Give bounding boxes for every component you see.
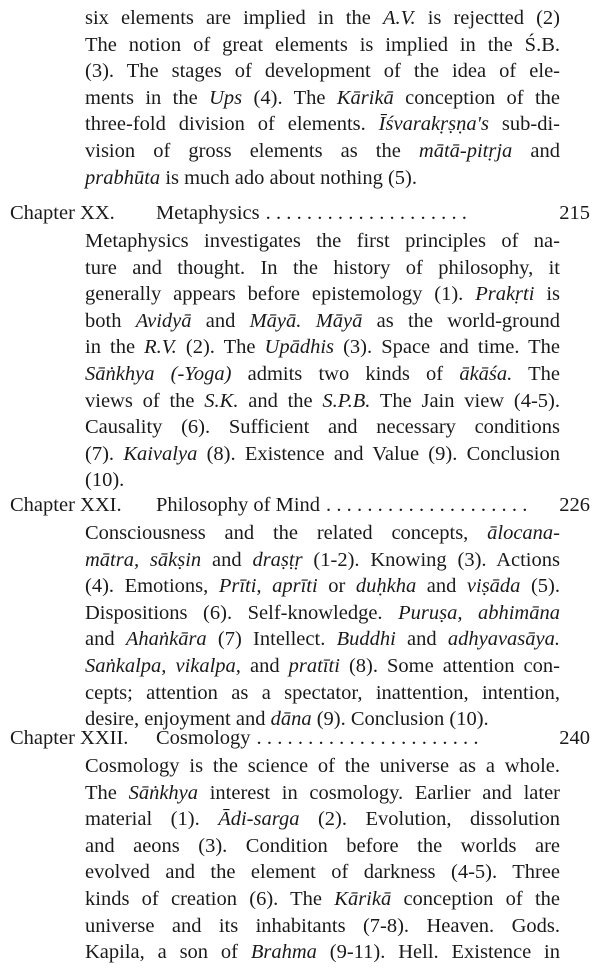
chapter-summary (85, 520, 560, 733)
text-run: The (85, 781, 129, 804)
italic-term: Māyā (315, 309, 363, 332)
chapter-label: Chapter XX. (10, 202, 115, 224)
text-line (85, 85, 560, 112)
italic-term: adhyavasāya. (447, 628, 560, 651)
text-run: vision of gross elements as the (85, 139, 419, 162)
text-run: and (85, 628, 126, 651)
text-run: and the (238, 389, 323, 412)
italic-term: pratīti (288, 654, 340, 677)
toc-entry-chapter-xx (10, 199, 590, 227)
italic-term: Prīti, aprīti (218, 575, 318, 598)
italic-term: Īśvarakṛṣṇa's (378, 113, 489, 136)
text-line (85, 573, 560, 600)
chapter-title: Cosmology (156, 727, 251, 749)
text-line (85, 626, 560, 653)
dot-leader: .................... (265, 202, 473, 224)
text-line (85, 680, 560, 707)
text-run: (4). Emotions, (85, 575, 219, 598)
text-line (85, 165, 560, 192)
text-line (85, 806, 560, 833)
text-run: (8). Some attention con- (339, 654, 560, 677)
italic-term: Prakṛti (475, 283, 535, 306)
text-line (85, 58, 560, 85)
text-line (85, 334, 560, 361)
text-run: and (240, 654, 289, 677)
text-line (85, 547, 560, 574)
text-run: Causality (6). Sufficient and necessary conditions (85, 416, 560, 439)
chapter-summary (85, 753, 560, 966)
chapter-label: Chapter XXI. (10, 494, 122, 516)
text-run: is rejectted (2) (415, 7, 561, 29)
text-run: and (512, 139, 560, 162)
italic-term: duḥkha (355, 575, 417, 598)
italic-term: Buddhi (336, 628, 396, 651)
text-run: (1-2). Knowing (3). Actions (302, 548, 560, 571)
italic-term: Brahma (250, 941, 317, 964)
text-run: interest in cosmology. Earlier and later (198, 781, 561, 804)
text-run: (4). The (242, 86, 337, 109)
text-line (85, 833, 560, 860)
text-line (85, 32, 560, 59)
text-run: and (395, 628, 448, 651)
text-run: admits two kinds of (231, 362, 460, 385)
text-run: cepts; attention as a spectator, inattention, intention, (85, 681, 560, 704)
text-line (85, 441, 560, 468)
page-number: 215 (559, 202, 590, 224)
text-run: (3). The stages of development of the idea of ele- (85, 60, 560, 83)
text-run: ture and thought. In the history of philosophy, it (85, 256, 560, 279)
text-line (85, 414, 560, 441)
text-run: evolved and the element of darkness (4-5). Three (85, 861, 560, 884)
dot-leader: .................... (326, 494, 533, 516)
text-line (85, 467, 560, 494)
text-line (85, 913, 560, 940)
text-line (85, 308, 560, 335)
italic-term: draṣṭṛ (252, 548, 303, 571)
italic-term: Ādi-sarga (218, 808, 300, 831)
text-run: and (201, 548, 253, 571)
text-run: six elements are implied in the (85, 7, 383, 29)
text-run: The (512, 362, 560, 385)
text-run (301, 310, 315, 332)
page-number: 226 (559, 494, 590, 516)
text-line (85, 886, 560, 913)
text-run: Dispositions (6). Self-knowledge. (85, 601, 399, 624)
text-run: and (191, 309, 250, 332)
text-run: (2). The (176, 336, 265, 359)
text-run: conception of the (391, 887, 561, 910)
page-number: 240 (559, 727, 590, 749)
text-run: (9-11). Hell. Existence in (316, 941, 560, 964)
text-run: (9). Conclusion (10). (311, 708, 489, 731)
italic-term: A.V. (382, 7, 416, 29)
text-line (85, 753, 560, 780)
text-run: is much ado about nothing (5). (160, 166, 417, 189)
italic-term: prabhūta (85, 166, 161, 189)
text-run: ments in the (85, 86, 210, 109)
text-run: as the world-ground (362, 309, 560, 332)
text-line (85, 5, 560, 32)
text-run: (2). Evolution, dissolution (299, 808, 561, 831)
text-line (85, 255, 560, 282)
text-run: Kapila, a son of (85, 941, 251, 964)
text-line (85, 111, 560, 138)
italic-term: dāna (270, 708, 312, 731)
text-line (85, 939, 560, 966)
text-line (85, 361, 560, 388)
text-run: conception of the (393, 86, 561, 109)
italic-term: ākāśa. (459, 362, 513, 385)
text-run: kinds of creation (6). The (85, 887, 335, 910)
text-run: (7) Intellect. (206, 628, 337, 651)
italic-term: ālocana- (487, 522, 560, 544)
text-run: The notion of great elements is implied in the Ś.B. (85, 33, 560, 56)
italic-term: Kaivalya (123, 442, 198, 465)
text-run: material (1). (85, 808, 219, 831)
text-run: or (317, 575, 356, 598)
chapter-summary (85, 228, 560, 494)
text-run: (3). Space and time. The (334, 336, 561, 359)
italic-term: Avidyā (135, 309, 192, 332)
text-run: Consciousness and the related concepts, (85, 522, 488, 544)
italic-term: Māyā. (249, 309, 302, 332)
chapter-title: Philosophy of Mind (156, 494, 321, 516)
text-run: three-fold division of elements. (85, 113, 379, 136)
italic-term: Saṅkalpa, vikalpa, (85, 654, 241, 677)
text-run: and aeons (3). Condition before the worlds are (85, 834, 560, 857)
italic-term: S.P.B. (322, 389, 371, 412)
italic-term: mātā-pitṛja (418, 139, 513, 162)
text-line (85, 228, 560, 255)
text-run: (10). (85, 469, 125, 492)
text-run: universe and its inhabitants (7-8). Heaven. Gods. (85, 914, 560, 937)
italic-term: Sāṅkhya (-Yoga) (85, 362, 232, 385)
text-run: sub-di- (488, 113, 560, 136)
text-line (85, 138, 560, 165)
text-run: both (85, 309, 136, 332)
italic-term: Sāṅkhya (128, 781, 199, 804)
italic-term: Kārikā (336, 86, 394, 109)
text-line (85, 600, 560, 627)
text-run: Metaphysics investigates the first principles of na- (85, 230, 560, 252)
text-line (85, 859, 560, 886)
text-line (85, 653, 560, 680)
italic-term: Kārikā (334, 887, 392, 910)
intro-paragraph (85, 5, 560, 191)
italic-term: Puruṣa, abhimāna (398, 601, 560, 624)
text-run: (5). (520, 575, 561, 598)
text-line (85, 281, 560, 308)
text-run: is (534, 283, 560, 306)
italic-term: Upādhis (264, 336, 335, 359)
text-run: desire, enjoyment and (85, 708, 271, 731)
text-run: and (416, 575, 467, 598)
text-run: generally appears before epistemology (1). (85, 283, 476, 306)
italic-term: Ahaṅkāra (125, 628, 207, 651)
chapter-label: Chapter XXII. (10, 727, 129, 749)
chapter-title: Metaphysics (156, 202, 260, 224)
text-run: (7). (85, 442, 124, 465)
text-run: in the (85, 336, 145, 359)
text-line (85, 388, 560, 415)
dot-leader: ...................... (256, 727, 484, 749)
text-line (85, 780, 560, 807)
italic-term: Ups (209, 86, 243, 109)
italic-term: S.K. (204, 389, 239, 412)
text-run: views of the (85, 389, 205, 412)
toc-entry-chapter-xxii (10, 724, 590, 752)
italic-term: R.V. (144, 336, 177, 359)
toc-entry-chapter-xxi (10, 491, 590, 519)
text-run: Cosmology is the science of the universe as a whole. (85, 755, 560, 777)
italic-term: viṣāda (466, 575, 521, 598)
text-run: The Jain view (4-5). (370, 389, 560, 412)
text-line (85, 520, 560, 547)
text-run: (8). Existence and Value (9). Conclusion (197, 442, 561, 465)
italic-term: mātra, sākṣin (85, 548, 202, 571)
